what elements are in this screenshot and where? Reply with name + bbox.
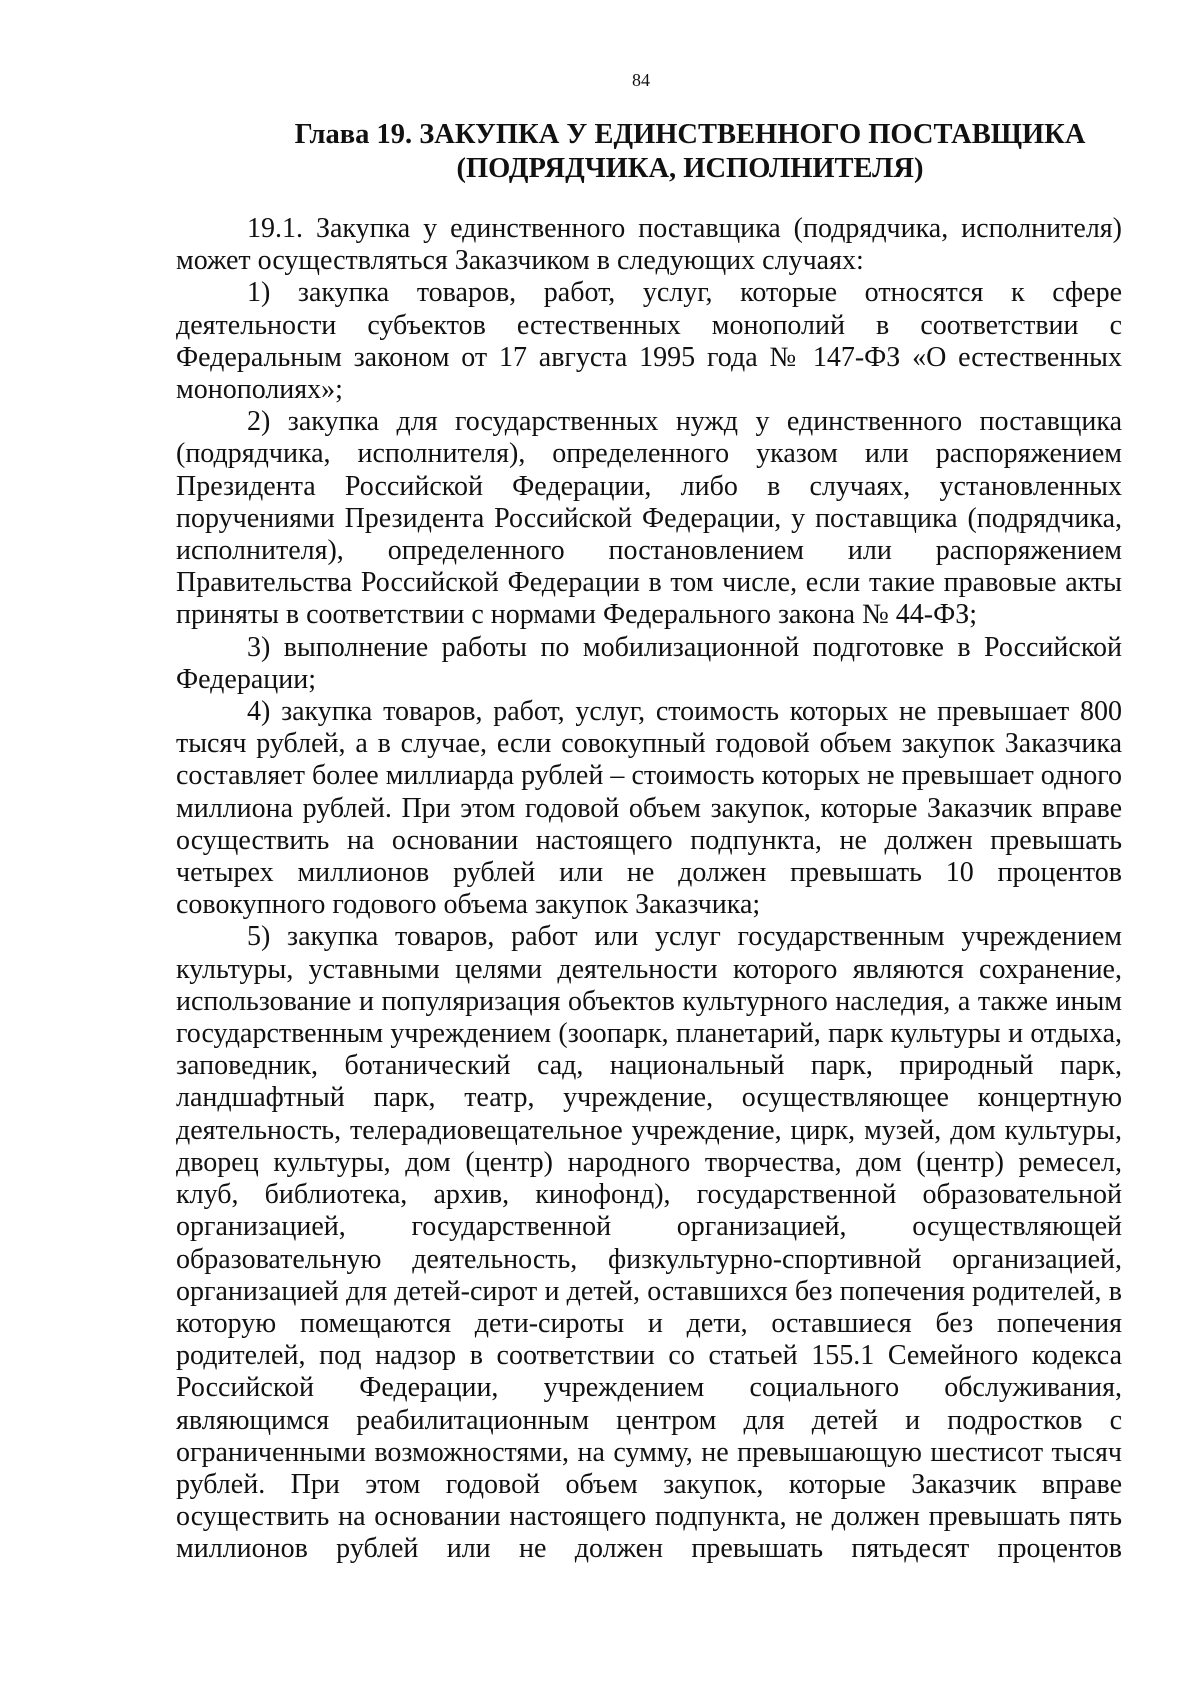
chapter-title [240, 118, 1140, 186]
paragraph-item-2: 2) закупка для государственных нужд у единственного поставщика (подрядчика, исполнителя), определенного указом или распоряжением Президента Российской Федерации, либо в случаях, установленных поручениями Президента Российской Федерации, у поставщика (подрядчика, исполнителя), определенного постановлением или распоряжением Правительства Российской Федерации в том числе, если такие правовые акты приняты в соответствии с нормами Федерального закона № 44-ФЗ; [176, 406, 1122, 631]
paragraph-item-3: 3) выполнение работы по мобилизационной подготовке в Российской Федерации; [176, 631, 1122, 695]
paragraph-19-1: 19.1. Закупка у единственного поставщика (подрядчика, исполнителя) может осуществляться Заказчиком в следующих случаях: [176, 213, 1122, 277]
chapter-title-line-1: Глава 19. ЗАКУПКА У ЕДИНСТВЕННОГО ПОСТАВЩИКА [294, 119, 1086, 150]
body-text [176, 213, 1122, 1566]
chapter-title-line-2: (ПОДРЯДЧИКА, ИСПОЛНИТЕЛЯ) [456, 153, 924, 184]
page-number: 84 [632, 70, 650, 90]
paragraph-item-5: 5) закупка товаров, работ или услуг государственным учреждением культуры, уставными целями деятельности которого являются сохранение, использование и популяризация объектов культурного наследия, а также иным государственным учреждением (зоопарк, планетарий, парк культуры и отдыха, заповедник, ботанический сад, национальный парк, природный парк, ландшафтный парк, театр, учреждение, осуществляющее концертную деятельность, телерадиовещательное учреждение, цирк, музей, дом культуры, дворец культуры, дом (центр) народного творчества, дом (центр) ремесел, клуб, библиотека, архив, кинофонд), государственной образовательной организацией, государственной организацией, осуществляющей образовательную деятельность, физкультурно-спортивной организацией, организацией для детей-сирот и детей, оставшихся без попечения родителей, в которую помещаются дети-сироты и дети, оставшиеся без попечения родителей, под надзор в соответствии со статьей 155.1 Семейного кодекса Российской Федерации, учреждением социального обслуживания, являющимся реабилитационным центром для детей и подростков с ограниченными возможностями, на сумму, не превышающую шестисот тысяч рублей. При этом годовой объем закупок, которые Заказчик вправе осуществить на основании настоящего подпункта, не должен превышать пять миллионов рублей или не должен превышать пятьдесят процентов [176, 921, 1122, 1565]
paragraph-item-1: 1) закупка товаров, работ, услуг, которые относятся к сфере деятельности субъектов естественных монополий в соответствии с Федеральным законом от 17 августа 1995 года № 147-ФЗ «О естественных монополиях»; [176, 277, 1122, 406]
paragraph-item-4: 4) закупка товаров, работ, услуг, стоимость которых не превышает 800 тысяч рублей, а в случае, если совокупный годовой объем закупок Заказчика составляет более миллиарда рублей – стоимость которых не превышает одного миллиона рублей. При этом годовой объем закупок, которые Заказчик вправе осуществить на основании настоящего подпункта, не должен превышать четырех миллионов рублей или не должен превышать 10 процентов совокупного годового объема закупок Заказчика; [176, 696, 1122, 921]
